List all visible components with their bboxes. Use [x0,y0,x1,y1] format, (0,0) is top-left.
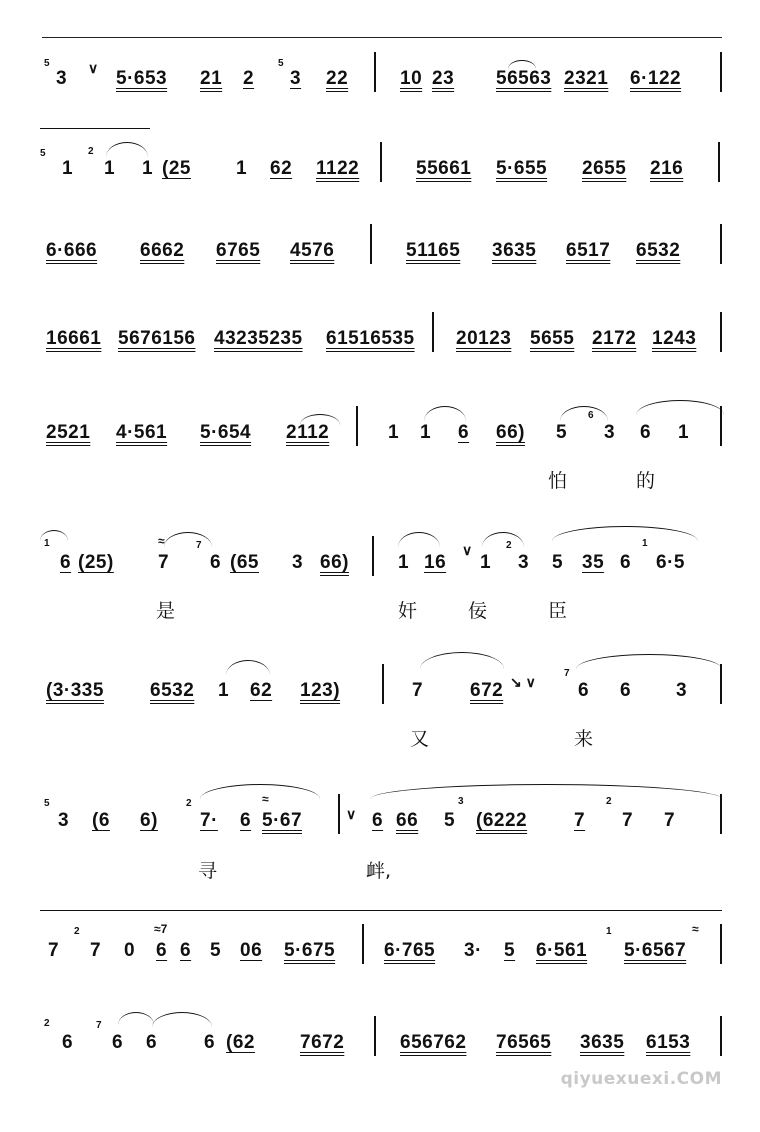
note-group: 6·5 [656,552,685,573]
note-group: 6662 [140,240,185,261]
score-line-9 [0,922,760,1040]
note-group: 6 [640,422,652,443]
note-group: (62 [226,1032,255,1053]
note-group: 10 [400,68,423,89]
note-group: (6 [92,810,110,831]
note-group: 7 [90,940,102,961]
note-group: 5 [210,940,222,961]
note-group: 6532 [150,680,195,701]
note-group: 1122 [316,158,360,179]
grace-note: 2 [44,1018,50,1029]
bar-line [720,1016,722,1056]
slur [482,532,524,547]
slur [576,654,722,669]
note-group: 6·765 [384,940,436,961]
lyric: 佞 [468,600,488,622]
note-group: 5·67 [262,810,303,831]
note-group: 1 [236,158,248,179]
note-group: 6·666 [46,240,98,261]
note-group: 55661 [416,158,472,179]
note-group: 3635 [580,1032,625,1053]
note-group: 6 [620,552,632,573]
grace-note: 5 [40,148,46,159]
note-group: 6·561 [536,940,588,961]
tie-line [40,128,150,129]
note-group: 216 [650,158,684,179]
bar-line [382,664,384,704]
note-group: 6 [156,940,168,961]
note-group: 5·675 [284,940,336,961]
glide-arrow: ↘ ∨ [510,674,536,690]
trill-mark: ≈ [262,792,269,806]
note-group: 5676156 [118,328,196,349]
slur [370,784,722,799]
bar-line [720,924,722,964]
note-group: 5 [552,552,564,573]
note-group: 7 [622,810,634,831]
bar-line [374,52,376,92]
note-group: 6·122 [630,68,682,89]
bar-line [380,142,382,182]
note-group: 5·653 [116,68,168,89]
note-group: 5·655 [496,158,548,179]
note-group: 56563 [496,68,552,89]
slur [398,532,440,547]
note-group: 21 [200,68,223,89]
top-staff-rule [42,37,722,38]
grace-note: 1 [44,538,50,549]
note-group: 3 [56,68,68,89]
bar-line [372,536,374,576]
note-group: 6 [180,940,192,961]
note-group: 66) [320,552,349,573]
lyric: 寻 [198,860,218,882]
note-group: 66 [396,810,419,831]
slur [164,532,212,547]
note-group: 2172 [592,328,637,349]
note-group: 7 [412,680,424,701]
slur [420,652,504,669]
note-group: 5655 [530,328,575,349]
note-group: 7 [48,940,60,961]
breath-mark: ∨ [88,60,99,76]
slur [200,784,320,799]
staff-rule [40,910,722,911]
note-group: 16 [424,552,447,573]
note-group: 5 [556,422,568,443]
grace-note: 2 [606,796,612,807]
note-group: 6 [62,1032,74,1053]
note-group: 6) [140,810,158,831]
note-group: 6 [578,680,590,701]
note-group: 1 [388,422,400,443]
note-group: 5 [504,940,516,961]
breath-mark: ∨ [346,806,357,822]
note-group: 7672 [300,1032,345,1053]
grace-note: 2 [88,146,94,157]
note-group: 6 [60,552,72,573]
grace-note: 5 [44,798,50,809]
breath-mark: ∨ [462,542,473,558]
note-group: 6532 [636,240,681,261]
note-group: 06 [240,940,263,961]
note-group: 16661 [46,328,102,349]
note-group: 7 [158,552,170,573]
bar-line [720,224,722,264]
grace-note: 6 [588,410,594,421]
bar-line [720,664,722,704]
note-group: 2112 [286,422,330,443]
site-watermark: qiyuexuexi.COM [560,1069,722,1089]
note-group: 62 [270,158,293,179]
grace-note: 7 [196,540,202,551]
note-group: 6765 [216,240,261,261]
note-group: 1 [398,552,410,573]
note-group: 6 [112,1032,124,1053]
note-group: 2521 [46,422,91,443]
note-group: 6 [146,1032,158,1053]
grace-note: 1 [606,926,612,937]
bar-line [720,52,722,92]
note-group: 6517 [566,240,611,261]
bar-line [374,1016,376,1056]
trill-mark: ≈ [692,922,699,936]
note-group: 672 [470,680,504,701]
note-group: 3· [464,940,482,961]
note-group: 6153 [646,1032,691,1053]
bar-line [356,406,358,446]
note-group: 1 [480,552,492,573]
note-group: 5·6567 [624,940,687,961]
grace-note: 2 [74,926,80,937]
note-group: 3635 [492,240,537,261]
note-group: 3 [604,422,616,443]
note-group: 6 [458,422,470,443]
lyric: 衅, [366,860,392,882]
score-line-7 [0,668,760,780]
lyric: 是 [156,600,176,622]
note-group: 2655 [582,158,627,179]
bar-line [720,406,722,446]
note-group: 4·561 [116,422,168,443]
grace-note: 7 [96,1020,102,1031]
grace-note: 3 [458,796,464,807]
note-group: 51165 [406,240,461,261]
note-group: (65 [230,552,259,573]
note-group: 2321 [564,68,609,89]
slur [226,660,270,675]
note-group: 1 [420,422,432,443]
note-group: 7 [574,810,586,831]
note-group: 1 [218,680,230,701]
note-group: 6 [210,552,222,573]
lyric: 臣 [548,600,568,622]
lyric: 又 [410,728,430,750]
note-group: 3 [58,810,70,831]
note-group: 62 [250,680,273,701]
note-group: 1 [678,422,690,443]
note-group: 61516535 [326,328,415,349]
grace-note: 5 [278,58,284,69]
note-group: 20123 [456,328,512,349]
note-group: 22 [326,68,349,89]
score-line-8 [0,792,760,910]
note-group: (25) [78,552,114,573]
bar-line [370,224,372,264]
bar-line [720,312,722,352]
note-group: 76565 [496,1032,552,1053]
note-group: 1 [104,158,116,179]
note-group: 123) [300,680,341,701]
note-group: 2 [243,68,255,89]
lyric: 的 [636,470,656,492]
note-group: 43235235 [214,328,303,349]
note-group: 1 [142,158,154,179]
slur [552,526,698,541]
note-group: 5 [444,810,456,831]
bar-line [432,312,434,352]
score-line-3 [0,240,760,340]
note-group: (6222 [476,810,528,831]
note-group: 6 [372,810,384,831]
note-group: 66) [496,422,525,443]
trill-mark: ≈7 [154,922,168,936]
grace-note: 7 [564,668,570,679]
grace-note: 5 [44,58,50,69]
note-group: (3·335 [46,680,104,701]
note-group: 6 [204,1032,216,1053]
note-group: 7· [200,810,218,831]
note-group: 6 [240,810,252,831]
note-group: 3 [292,552,304,573]
bar-line [718,142,720,182]
bar-line [720,794,722,834]
note-group: 5·654 [200,422,252,443]
grace-note: 2 [506,540,512,551]
note-group: 3 [290,68,302,89]
lyric: 来 [574,728,594,750]
note-group: 3 [676,680,688,701]
lyric: 怕 [548,470,568,492]
note-group: 4576 [290,240,335,261]
score-line-5 [0,410,760,522]
note-group: 7 [664,810,676,831]
grace-note: 1 [642,538,648,549]
note-group: 35 [582,552,605,573]
lyric: 奸 [398,600,418,622]
bar-line [362,924,364,964]
bar-line [338,794,340,834]
note-group: 3 [518,552,530,573]
note-group: 1 [62,158,74,179]
note-group: 23 [432,68,455,89]
note-group: 0 [124,940,136,961]
score-line-6 [0,534,760,652]
trill-mark: ≈ [158,534,165,548]
note-group: 1243 [652,328,697,349]
note-group: 6 [620,680,632,701]
grace-note: 2 [186,798,192,809]
note-group: (25 [162,158,191,179]
note-group: 656762 [400,1032,467,1053]
